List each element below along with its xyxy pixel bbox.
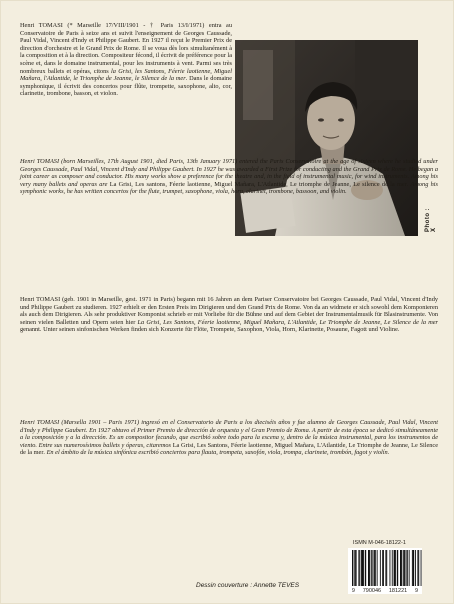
barcode-bar [382,550,383,586]
bio-es-text-2: . En el ámbito de la música sinfónica escribió conciertos para flauta, trompeta, saxofón, viola, trompa, clarinete, trombón, fagot y violín. [43,449,390,457]
barcode-bar [412,550,413,586]
bio-de-works: La Grisi, Les Santons, Féerie laotienne, Miguel Mañara, L'Atlantide, Le Triomphe de Jeanne, Le Silence de la mer [137,318,438,326]
barcode-digits [348,588,422,594]
cover-design-credit: Dessin couverture : Annette TEVES [196,582,300,589]
biography-spanish [20,419,438,457]
biography-french [20,22,232,98]
bio-de-text-1: (geb. 1901 in Marseille, gest. 1971 in Paris) begann mit 16 Jahren an dem Pariser Conservatoire bei Georges Caussade, Paul Vidal, Vincent d'Indy und Philippe Gaubert zu studieren. 1927 erhielt er den Ersten Preis im Dirigieren und den Grand Prix de Rome. Von da an widmete er sich sowohl dem Komponieren als auch dem Dirigieren. Als sehr produktiver Komponist schrieb er mit Vorliebe für die Bühne und auf dem Gebiet der Instrumentalmusik für Blasinstrumente. Von seinen vielen Balletten und Opern seien hier [20,296,438,326]
bio-en-text-2: . Among his symphonic works, he has written concertos for the flute, trumpet, saxophone, viola, horn, clarinet, trombone, bassoon, and violin. [20,180,438,196]
barcode-bar [405,550,406,586]
bio-fr-name: Henri TOMASI [20,22,63,29]
barcode-bar [355,550,356,586]
barcode-bar [406,550,407,586]
bio-en-works: La Grisi, Les santons, Féerie laotienne, Miguel Mañara, L'Atlantide, Le triomphe de Jeanne, Le silence de la mer [109,180,407,188]
bio-de-name: Henri TOMASI [20,296,61,303]
barcode-bar [383,550,384,586]
bio-fr-works: la Grisi, les Santons, Féerie laotienne, Miguel Mañara, l'Atlantide, le Triomphe de Jeanne, le Silence de la mer [20,67,232,83]
barcode-bar [385,550,386,586]
barcode-bar [421,550,422,586]
bio-fr-text-2: . Dans le domaine symphonique, il écrivit des concertos pour flûte, trompette, saxophone, alto, cor, clarinette, trombone, basson, et violon. [20,75,232,98]
barcode-bar [374,550,375,586]
barcode-bar [413,550,414,586]
barcode-bar [409,550,410,586]
barcode-digit-group: 790046 [362,588,382,594]
barcode-bar [368,550,369,586]
barcode-bar [395,550,396,586]
bio-es-works: La Grisi, Les Santons, Féerie laotienne, Miguel Mañara, L'Atlantide, Le Triomphe de Jeanne, Le Silence de la mer [20,441,438,457]
barcode-bar [377,550,378,586]
barcode-bar [417,550,418,586]
barcode-bar [392,550,393,586]
barcode-bars [348,548,422,588]
barcode-bar [362,550,363,586]
barcode-bar [363,550,364,586]
barcode-bar [380,550,381,586]
ismn-number: ISMN M-046-18122-1 [353,540,406,546]
barcode-bar [374,550,375,586]
biography-german [20,296,438,334]
barcode [348,548,422,592]
barcode-bar [403,550,404,586]
barcode-bar [418,550,419,586]
bio-de-text-2: genannt. Unter seinen sinfonischen Werken finden sich Konzerte für Flöte, Trompete, Saxophon, Viola, Horn, Klarinette, Posaune, Fagott und Violine. [20,326,400,334]
bio-en-text-1: Henri TOMASI (born Marseilles, 17th August 1901, died Paris, 13th January 1971) entered the Paris Conservatoire at the age of sixteen where he studied under Georges Caussade, Paul Vidal, Vincent d'Indy and Philippe Gaubert. In 1927 he was awarded a First Prize for conducting and the Grand Prix de Rome. He began a joint career as composer and conductor. His many works show a preference for the theatre and, in the field of instrumental music, for wind instruments. Among his very many ballets and operas are [20,158,438,188]
barcode-digit-group: 9 [351,588,355,594]
barcode-bar [365,550,366,586]
barcode-bar [354,550,355,586]
barcode-bar [415,550,416,586]
barcode-digit-group: 181221 [388,588,408,594]
bio-fr-text-1: (* Marseille 17/VIII/1901 - † Paris 13/I/1971) entra au Conservatoire de Paris à seize ans et suivit l'enseignement de Georges Caussade, Paul Vidal, Vincent d'Indy et Philippe Gaubert. En 1927 il reçut le Premier Prix de direction d'orchestre et le Grand Prix de Rome. Il se voua dès lors simultanément à la composition et à la direction. Compositeur fécond, il écrivit de préférence pour la scène et, dans le domaine instrumental, pour les instruments à vent. Parmi ses très nombreux ballets et opéras, citons [20,22,232,75]
barcode-bar [358,550,359,586]
barcode-bar [369,550,370,586]
composer-photo [235,40,418,236]
barcode-bar [401,550,402,586]
barcode-bar [371,550,372,586]
photo-credit: Photo : X [425,207,437,232]
composer-portrait-image [235,40,418,236]
barcode-bar [386,550,387,586]
barcode-bar [361,550,362,586]
barcode-bar [390,550,391,586]
barcode-bar [352,550,353,586]
barcode-bar [394,550,395,586]
bio-es-text-1: Henri TOMASI (Marsella 1901 – Paris 1971) ingresó en el Conservatorio de Paris a los dieciséis años y fue alumno de Georges Caussade, Paul Vidal, Vincent d'Indy y Philippe Gaubert. En 1927 obtuvo el Primer Premio de dirección de orquesta y el Gran Premio de Roma. A partir de esta época se dedicó simultáneamente a la composición y a la dirección. Es un compositor fecundo, que escribió sobre todo para la escena y, dentro de la música instrumental, para los instrumentos de viento. Entre sus numerosísimos ballets y óperas, citaremos [20,419,438,449]
barcode-digit-group: 9 [415,588,419,594]
barcode-bar [400,550,401,586]
barcode-bar [397,550,398,586]
biography-english [20,158,438,196]
